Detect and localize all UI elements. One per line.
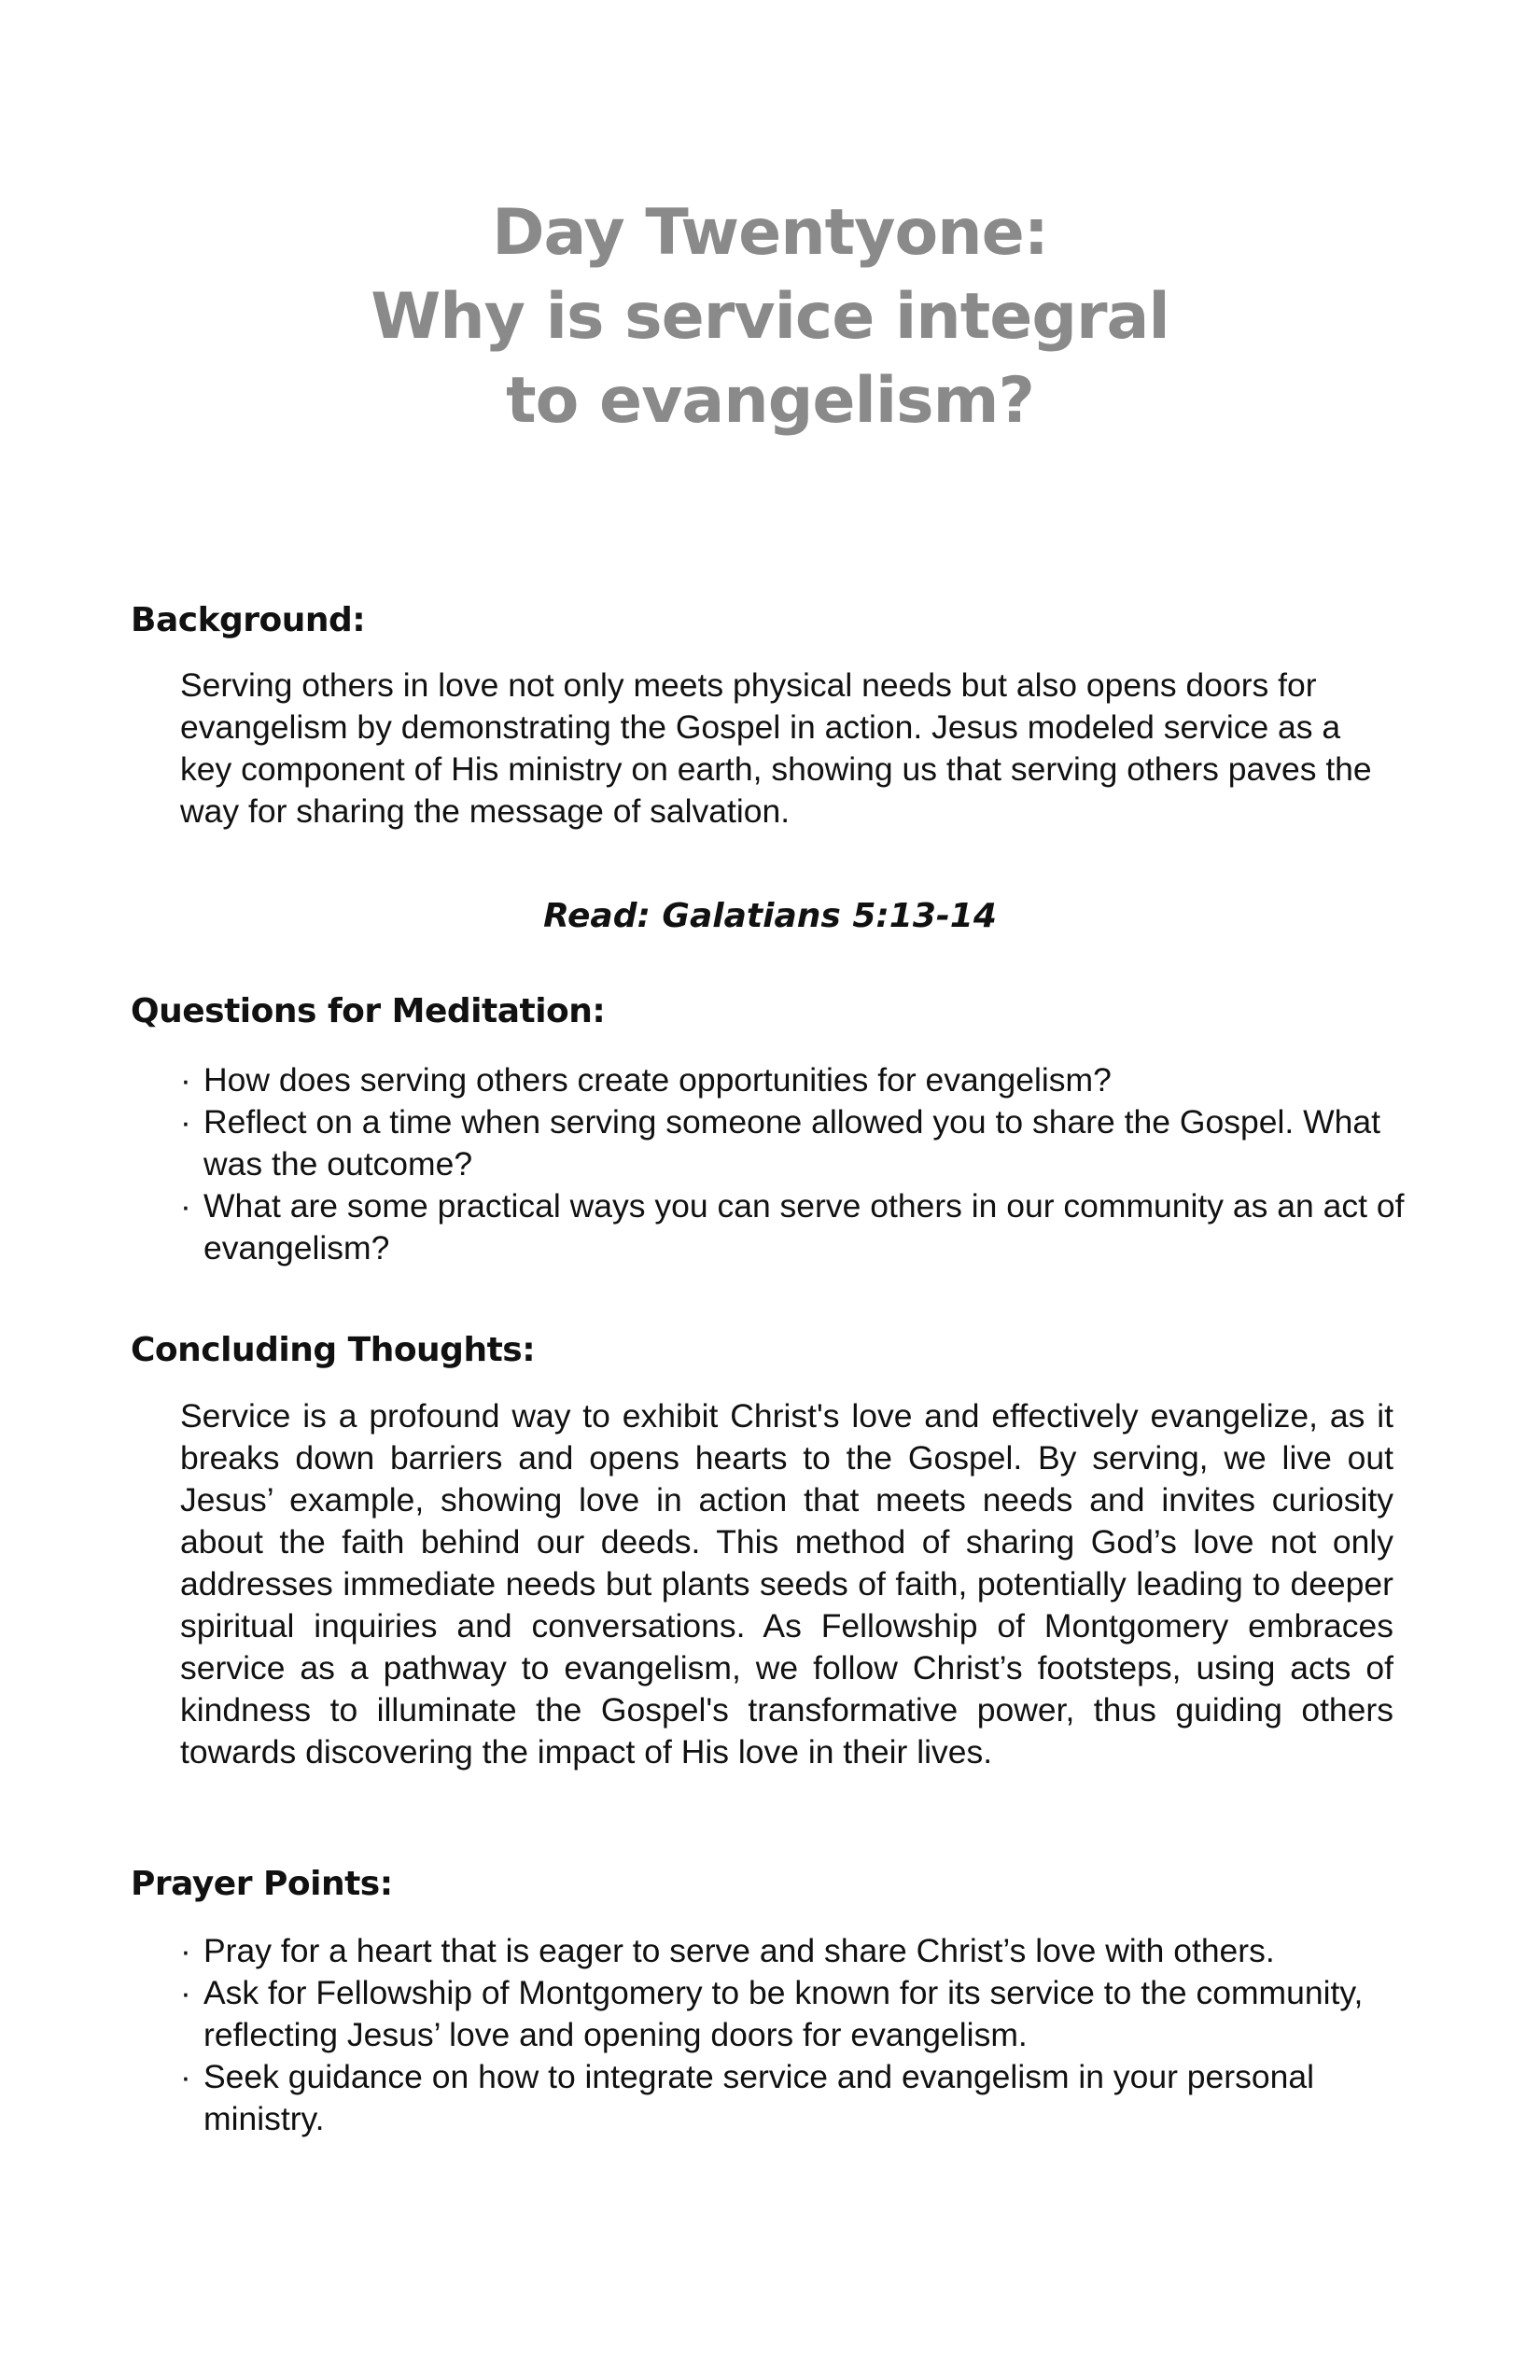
prayer-text: Pray for a heart that is eager to serve and share Christ’s love with others. (203, 1932, 1275, 1969)
title-line-2: Why is service integral (371, 280, 1169, 354)
list-item (180, 1930, 1412, 1972)
prayer-list (180, 1930, 1412, 2140)
prayer-text: Seek guidance on how to integrate service and evangelism in your personal ministry. (203, 2058, 1314, 2137)
prayer-heading: Prayer Points: (131, 1865, 393, 1903)
bullet-icon: · (180, 1103, 191, 1141)
list-item (180, 2056, 1412, 2140)
question-text: Reflect on a time when serving someone allowed you to share the Gospel. What was the outcome? (203, 1103, 1380, 1183)
background-text: Serving others in love not only meets physical needs but also opens doors for evangelism by demonstrating the Gospel in action. Jesus modeled service as a key component of His ministry on earth, showing us that serving others paves the way for sharing the message of salvation. (180, 666, 1372, 830)
bullet-icon: · (180, 1187, 191, 1225)
list-item (180, 1101, 1412, 1185)
title-line-3: to evangelism? (506, 364, 1034, 438)
question-text: What are some practical ways you can serve others in our community as an act of evangelism? (203, 1187, 1405, 1267)
questions-heading: Questions for Meditation: (131, 992, 606, 1030)
list-item (180, 1185, 1412, 1269)
bullet-icon: · (180, 1932, 191, 1969)
bullet-icon: · (180, 1061, 191, 1099)
background-heading: Background: (131, 601, 366, 639)
questions-list (180, 1059, 1412, 1269)
page-title (0, 191, 1540, 443)
bullet-icon: · (180, 1974, 191, 2011)
prayer-text: Ask for Fellowship of Montgomery to be known for its service to the community, reflecting Jesus’ love and opening doors for evangelism. (203, 1974, 1364, 2053)
title-line-1: Day Twentyone: (492, 196, 1048, 270)
question-text: How does serving others create opportunities for evangelism? (203, 1061, 1112, 1099)
list-item (180, 1972, 1412, 2056)
scripture-reading: Read: Galatians 5:13-14 (543, 897, 997, 935)
conclusion-heading: Concluding Thoughts: (131, 1331, 536, 1369)
conclusion-text: Service is a profound way to exhibit Christ's love and effectively evangelize, as it breaks down barriers and opens hearts to the Gospel. By serving, we live out Jesus’ example, showing love in action that meets needs and invites curiosity about the faith behind our deeds. This method of sharing God’s love not only addresses immediate needs but plants seeds of faith, potentially leading to deeper spiritual inquiries and conversations. As Fellowship of Montgomery embraces service as a pathway to evangelism, we follow Christ’s footsteps, using acts of kindness to illuminate the Gospel's transformative power, thus guiding others towards discovering the impact of His love in their lives. (180, 1397, 1393, 1771)
bullet-icon: · (180, 2058, 191, 2095)
list-item (180, 1059, 1412, 1101)
